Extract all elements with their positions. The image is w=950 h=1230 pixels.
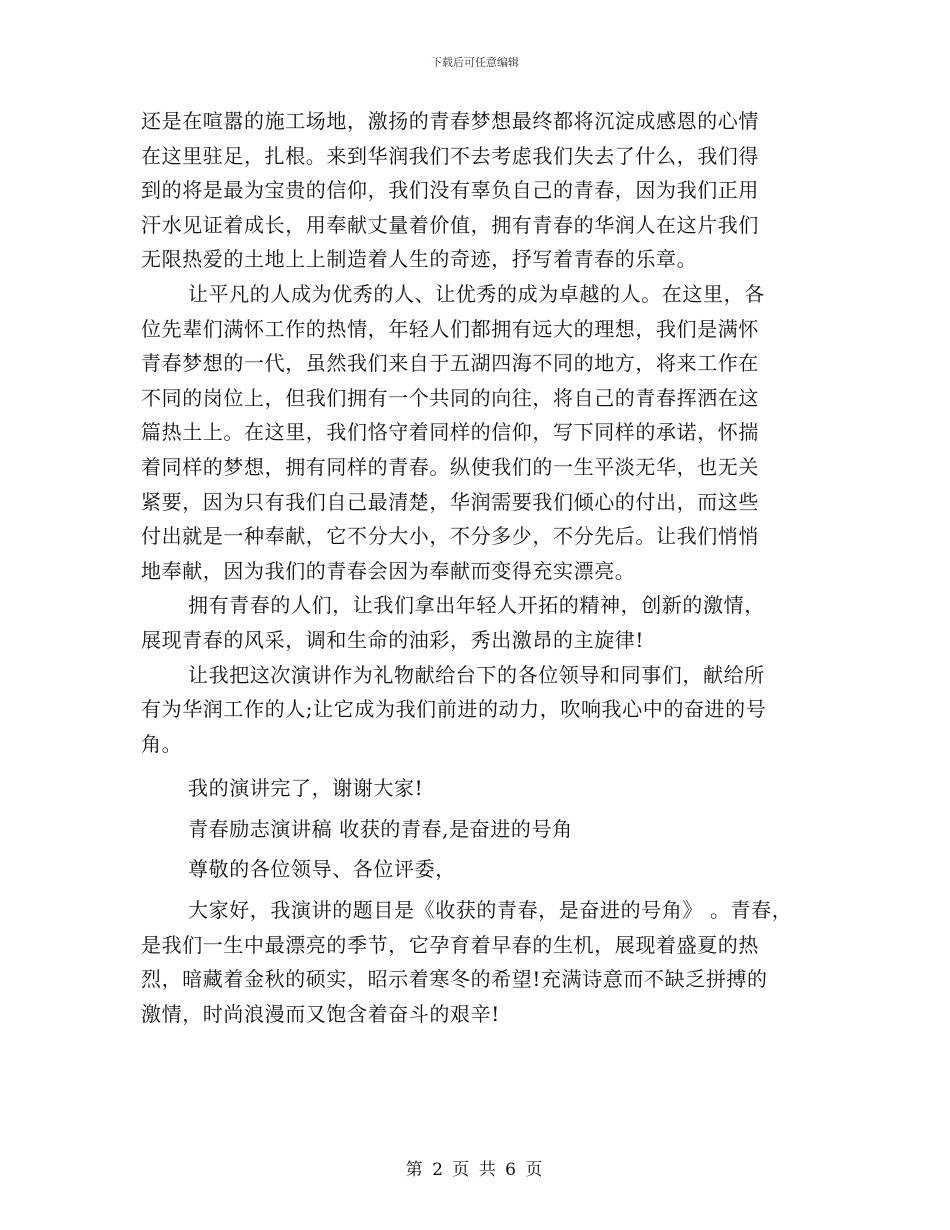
text-line: 不同的岗位上，但我们拥有一个共同的向往，将自己的青春挥洒在这 — [141, 385, 759, 410]
paragraph-start-line: 让我把这次演讲作为礼物献给台下的各位领导和同事们，献给所 — [188, 662, 765, 687]
speech-title: 青春励志演讲稿 收获的青春,是奋进的号角 — [188, 816, 573, 841]
text-line: 展现青春的风采，调和生命的油彩，秀出激昂的主旋律! — [141, 627, 645, 652]
text-line: 烈，暗藏着金秋的硕实，昭示着寒冬的希望!充满诗意而不缺乏拼搏的 — [141, 967, 768, 992]
text-line: 角。 — [141, 731, 183, 756]
document-body — [141, 104, 831, 1031]
paragraph-start-line: 让平凡的人成为优秀的人、让优秀的成为卓越的人。在这里，各 — [188, 281, 765, 306]
text-line: 有为华润工作的人;让它成为我们前进的动力，吹响我心中的奋进的号 — [141, 697, 767, 722]
text-line: 位先辈们满怀工作的热情，年轻人们都拥有远大的理想，我们是满怀 — [141, 316, 759, 341]
text-line: 篇热土上。在这里，我们恪守着同样的信仰，写下同样的承诺，怀揣 — [141, 420, 759, 445]
text-line: 在这里驻足，扎根。来到华润我们不去考虑我们失去了什么，我们得 — [141, 143, 759, 168]
text-line: 着同样的梦想，拥有同样的青春。纵使我们的一生平淡无华，也无关 — [141, 454, 759, 479]
text-line: 到的将是最为宝贵的信仰，我们没有辜负自己的青春，因为我们正用 — [141, 178, 759, 203]
text-line: 汗水见证着成长，用奉献丈量着价值，拥有青春的华润人在这片我们 — [141, 212, 759, 237]
paragraph-start-line: 大家好，我演讲的题目是《收获的青春，是奋进的号角》 。青春， — [188, 898, 793, 923]
text-line: 青春梦想的一代，虽然我们来自于五湖四海不同的地方，将来工作在 — [141, 351, 759, 376]
text-line: 是我们一生中最漂亮的季节，它孕育着早春的生机，展现着盛夏的热 — [141, 932, 759, 957]
text-line: 付出就是一种奉献，它不分大小，不分多少，不分先后。让我们悄悄 — [141, 524, 759, 549]
closing-line: 我的演讲完了，谢谢大家! — [188, 776, 424, 801]
page-footer: 第 2 页 共 6 页 — [405, 1160, 545, 1180]
salutation: 尊敬的各位领导、各位评委， — [188, 857, 456, 882]
text-line: 激情，时尚浪漫而又饱含着奋斗的艰辛! — [141, 1001, 500, 1026]
page-header: 下载后可任意编辑 — [431, 56, 519, 69]
text-line: 无限热爱的土地上上制造着人生的奇迹，抒写着青春的乐章。 — [141, 247, 698, 272]
text-line: 地奉献，因为我们的青春会因为奉献而变得充实漂亮。 — [141, 558, 636, 583]
paragraph-start-line: 拥有青春的人们，让我们拿出年轻人开拓的精神，创新的激情， — [188, 593, 765, 618]
text-line: 还是在喧嚣的施工场地，激扬的青春梦想最终都将沉淀成感恩的心情 — [141, 109, 759, 133]
text-line: 紧要，因为只有我们自己最清楚，华润需要我们倾心的付出，而这些 — [141, 489, 759, 514]
